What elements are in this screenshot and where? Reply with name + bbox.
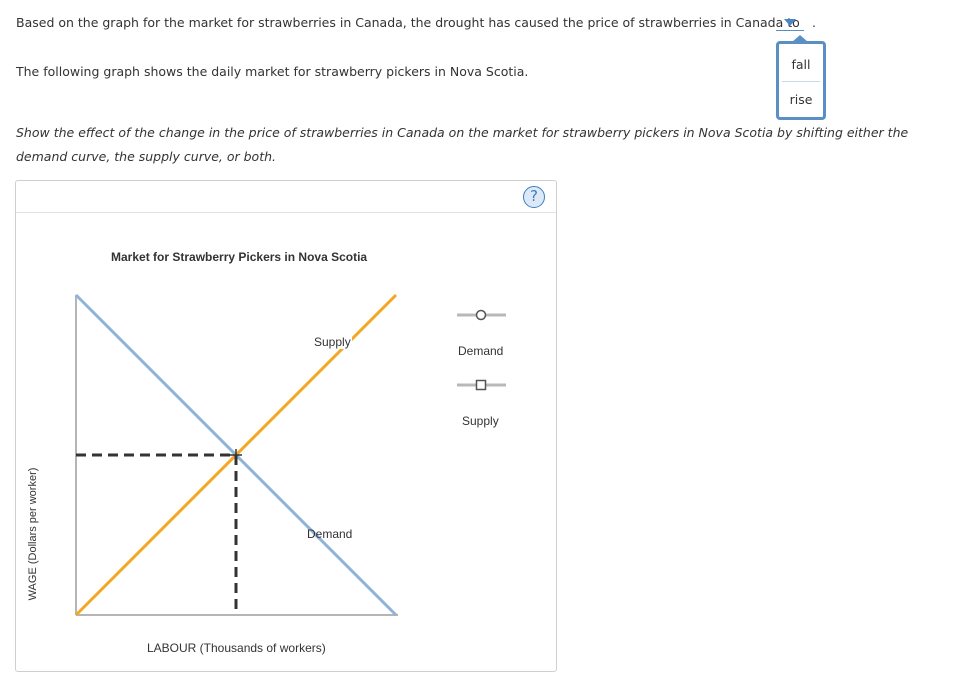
demand-tool[interactable] bbox=[457, 311, 506, 320]
legend-supply-label: Supply bbox=[462, 414, 499, 428]
menu-pointer bbox=[792, 35, 808, 42]
menu-divider bbox=[782, 81, 820, 82]
dropdown-option-rise[interactable]: rise bbox=[789, 92, 813, 107]
y-axis-label: WAGE (Dollars per worker) bbox=[27, 467, 39, 601]
instructions: Show the effect of the change in the price of strawberries in Canada on the market for strawberry pickers in Nova Scotia by shifting either the demand curve, the supply curve, or both. bbox=[16, 125, 909, 164]
question-line-2: The following graph shows the daily market for strawberry pickers in Nova Scotia. bbox=[16, 64, 529, 79]
x-axis-label: LABOUR (Thousands of workers) bbox=[147, 641, 326, 655]
dropdown-menu bbox=[776, 41, 826, 120]
question-line-1: Based on the graph for the market for strawberries in Canada, the drought has caused the price of strawberries in Canada to bbox=[16, 15, 800, 30]
chevron-down-icon bbox=[784, 19, 796, 26]
legend-demand-label: Demand bbox=[458, 344, 504, 358]
sentence-period: . bbox=[812, 15, 816, 30]
dropdown-option-fall[interactable]: fall bbox=[791, 57, 811, 72]
supply-tool[interactable] bbox=[457, 381, 506, 390]
chart-title: Market for Strawberry Pickers in Nova Scotia bbox=[111, 250, 368, 264]
price-change-dropdown[interactable] bbox=[776, 16, 804, 31]
supply-curve-label: Supply bbox=[314, 335, 351, 349]
help-icon[interactable]: ? bbox=[523, 186, 545, 208]
demand-curve-label: Demand bbox=[307, 527, 353, 541]
graph-panel bbox=[15, 180, 557, 672]
